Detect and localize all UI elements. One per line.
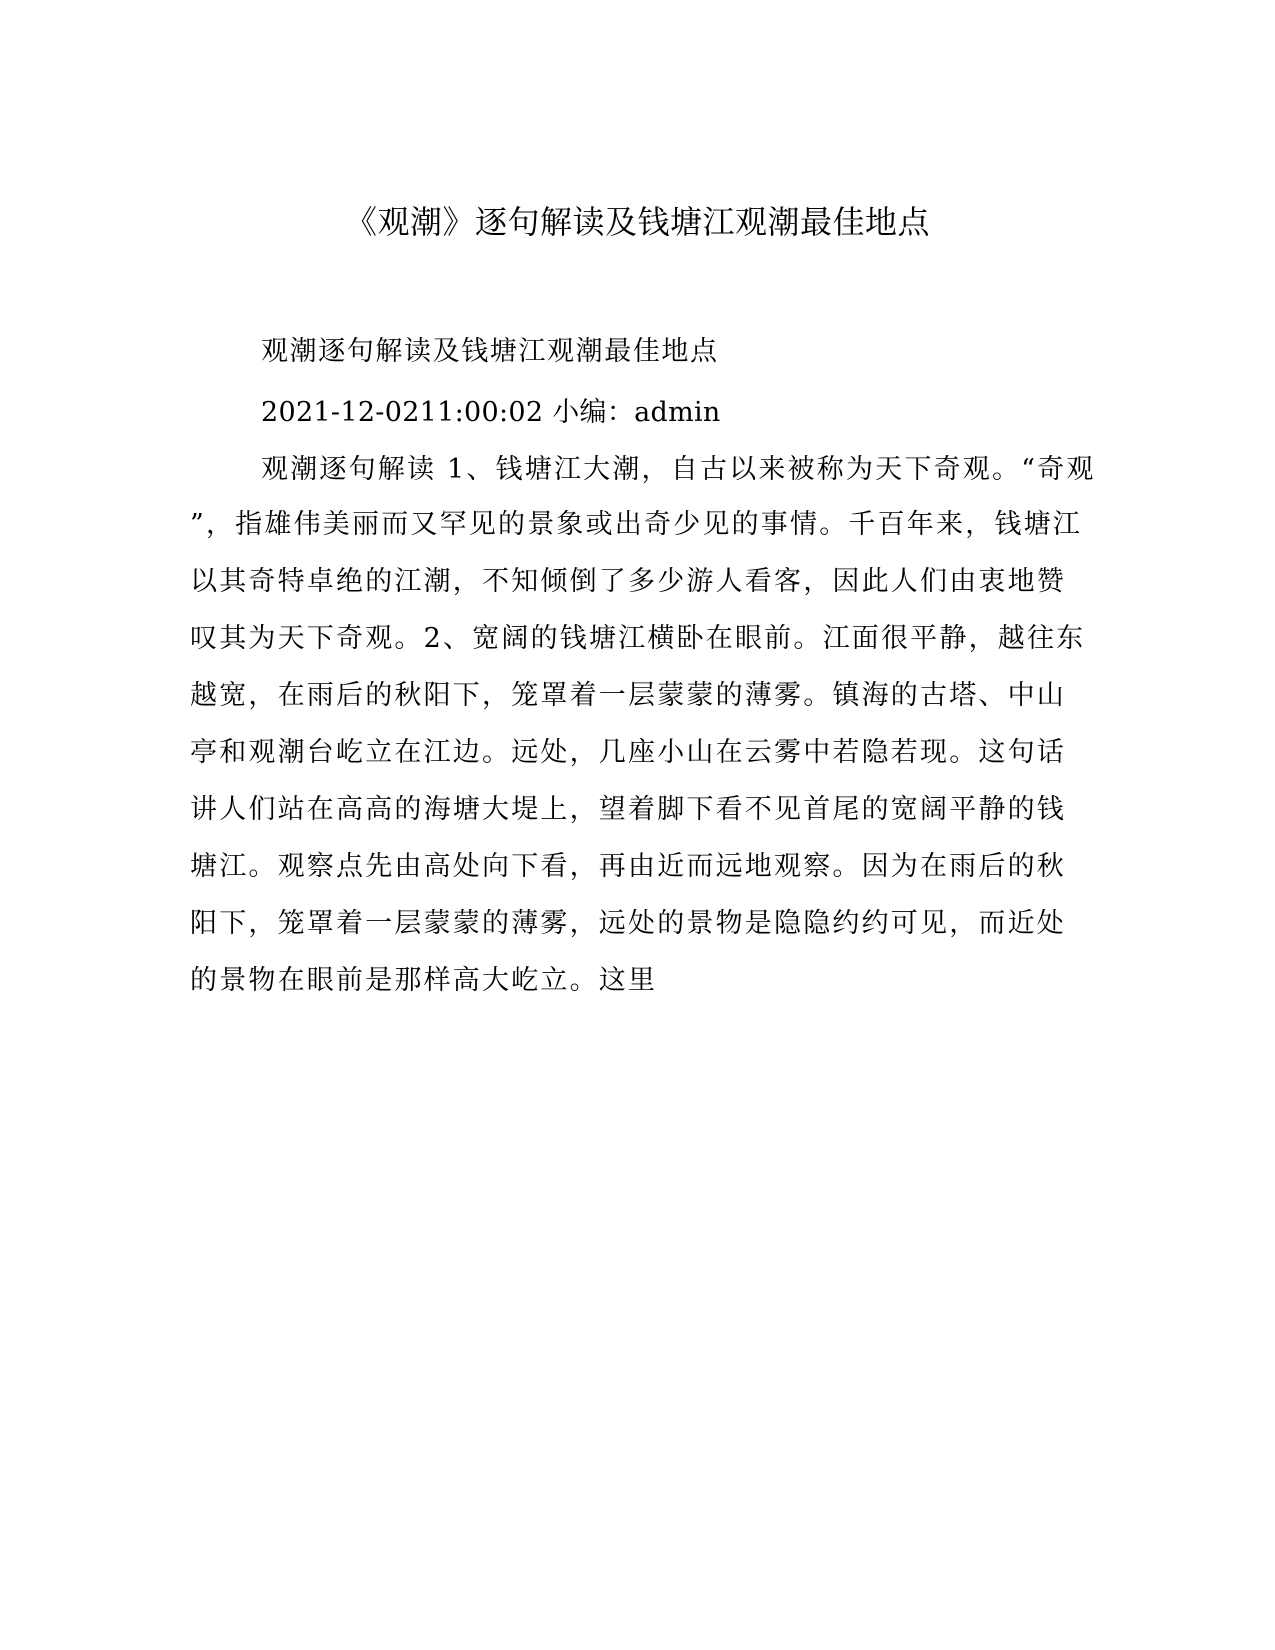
page-title: 《观潮》逐句解读及钱塘江观潮最佳地点	[344, 203, 930, 241]
body-line: 观潮逐句解读 1、钱塘江大潮，自古以来被称为天下奇观。“奇观	[261, 454, 1096, 485]
body-line: ”，指雄伟美丽而又罕见的景象或出奇少见的事情。千百年来，钱塘江	[190, 509, 1083, 540]
article-subtitle: 观潮逐句解读及钱塘江观潮最佳地点	[261, 336, 719, 367]
body-line: 的景物在眼前是那样高大屹立。这里	[190, 965, 658, 996]
body-line: 塘江。观察点先由高处向下看，再由近而远地观察。因为在雨后的秋	[190, 851, 1066, 882]
body-line: 以其奇特卓绝的江潮，不知倾倒了多少游人看客，因此人们由衷地赞	[190, 566, 1066, 597]
body-line: 亭和观潮台屹立在江边。远处，几座小山在云雾中若隐若现。这句话	[190, 737, 1066, 768]
body-line: 阳下，笼罩着一层蒙蒙的薄雾，远处的景物是隐隐约约可见，而近处	[190, 908, 1066, 939]
body-line: 叹其为天下奇观。2、宽阔的钱塘江横卧在眼前。江面很平静，越往东	[190, 623, 1086, 654]
body-line: 讲人们站在高高的海塘大堤上，望着脚下看不见首尾的宽阔平静的钱	[190, 794, 1066, 825]
article-meta: 2021-12-0211:00:02 小编：admin	[261, 397, 721, 428]
body-line: 越宽，在雨后的秋阳下，笼罩着一层蒙蒙的薄雾。镇海的古塔、中山	[190, 680, 1066, 711]
